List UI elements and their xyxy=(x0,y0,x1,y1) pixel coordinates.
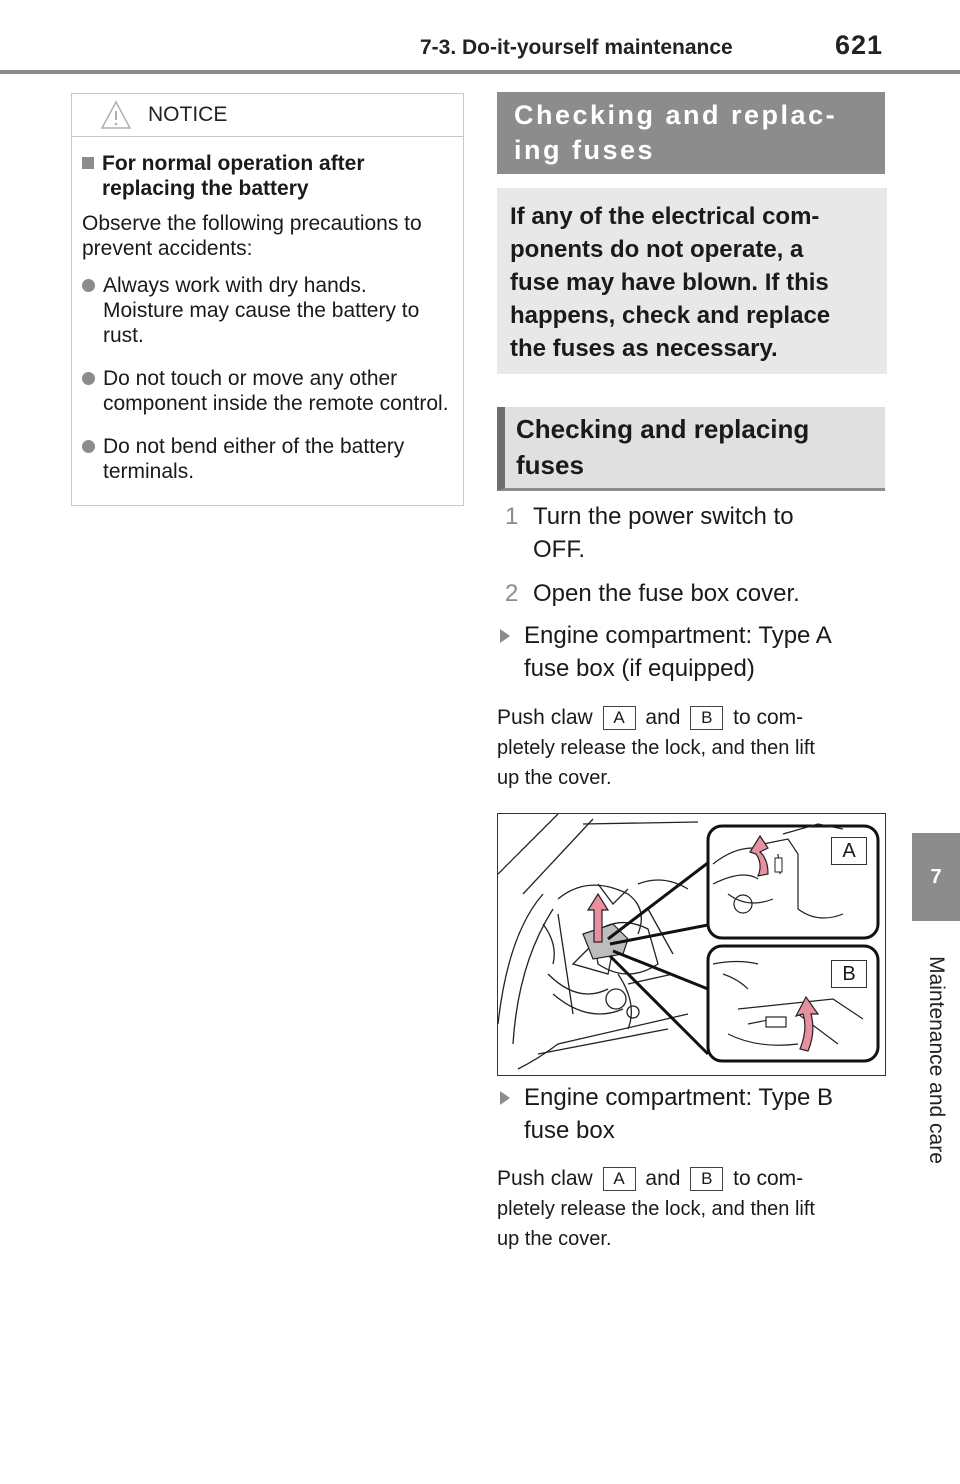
notice-box xyxy=(71,93,464,506)
intro-line: If any of the electrical com- xyxy=(510,203,820,230)
type-a-heading xyxy=(498,619,832,685)
bullet-text: Do not bend either of the battery terminals. xyxy=(103,435,405,483)
para-text: Push claw xyxy=(497,1167,593,1190)
warning-icon xyxy=(100,100,132,130)
intro-line: happens, check and replace xyxy=(510,302,831,329)
intro-line: ponents do not operate, a xyxy=(510,236,804,263)
para-line: up the cover. xyxy=(497,767,612,789)
square-bullet-icon xyxy=(82,157,94,169)
type-a-instructions xyxy=(497,703,887,793)
para-text: to com- xyxy=(733,706,804,729)
header-divider xyxy=(0,70,960,74)
label-a-badge: A xyxy=(603,706,636,730)
intro-box xyxy=(497,188,887,374)
page-number: 621 xyxy=(835,30,884,60)
fuse-box-illustration xyxy=(497,813,886,1076)
heading-line: fuses xyxy=(516,450,584,480)
step-1 xyxy=(505,500,794,566)
step-2 xyxy=(505,577,800,610)
bullet-text: Always work with dry hands. Moisture may cause the battery to rust. xyxy=(103,274,420,347)
list-item xyxy=(82,434,451,484)
para-text: to com- xyxy=(733,1167,804,1190)
callout-a: A xyxy=(831,837,867,865)
para-line: pletely release the lock, and then lift xyxy=(497,737,815,759)
engine-compartment-drawing xyxy=(498,814,885,1075)
label-a-badge: A xyxy=(603,1167,636,1191)
type-b-instructions xyxy=(497,1164,887,1254)
step-text: Open the fuse box cover. xyxy=(533,580,800,607)
step-number: 1 xyxy=(505,503,519,530)
heading-line: Checking and replacing xyxy=(516,414,810,444)
callout-b: B xyxy=(831,960,867,988)
notice-header xyxy=(72,94,463,137)
para-line: pletely release the lock, and then lift xyxy=(497,1198,815,1220)
heading-line: ing fuses xyxy=(514,135,656,165)
notice-title: NOTICE xyxy=(148,103,228,126)
heading-line: fuse box xyxy=(524,1117,615,1144)
heading-line: fuse box (if equipped) xyxy=(524,655,755,682)
intro-line: the fuses as necessary. xyxy=(510,335,778,362)
label-b-badge: B xyxy=(690,706,723,730)
heading-line: Checking and replac- xyxy=(514,100,838,130)
heading-line: Engine compartment: Type B xyxy=(524,1084,834,1111)
section-title: 7-3. Do-it-yourself maintenance xyxy=(420,36,733,59)
step-number: 2 xyxy=(505,580,519,607)
para-text: Push claw xyxy=(497,706,593,729)
para-text: and xyxy=(645,706,681,729)
para-text: and xyxy=(645,1167,681,1190)
step-text: Turn the power switch to xyxy=(533,503,794,530)
section-heading-main xyxy=(497,92,885,174)
label-b-badge: B xyxy=(690,1167,723,1191)
list-item xyxy=(82,366,451,416)
step-text: OFF. xyxy=(533,536,585,563)
bullet-icon xyxy=(82,440,95,453)
bullet-icon xyxy=(82,372,95,385)
type-b-heading xyxy=(498,1081,833,1147)
bullet-text: Do not touch or move any other component inside the remote control. xyxy=(103,367,449,415)
triangle-bullet-icon xyxy=(500,1091,510,1105)
intro-line: fuse may have blown. If this xyxy=(510,269,829,296)
section-heading-sub xyxy=(497,407,885,491)
para-line: up the cover. xyxy=(497,1228,612,1250)
notice-subtitle-text: For normal operation after replacing the battery xyxy=(102,152,365,200)
list-item xyxy=(82,273,451,348)
chapter-label: Maintenance and care xyxy=(925,956,948,1164)
notice-intro: Observe the following precautions to prevent accidents: xyxy=(82,212,422,260)
heading-line: Engine compartment: Type A xyxy=(524,622,832,649)
triangle-bullet-icon xyxy=(500,629,510,643)
bullet-icon xyxy=(82,279,95,292)
chapter-tab: 7 xyxy=(912,833,960,921)
notice-subtitle xyxy=(82,151,451,201)
